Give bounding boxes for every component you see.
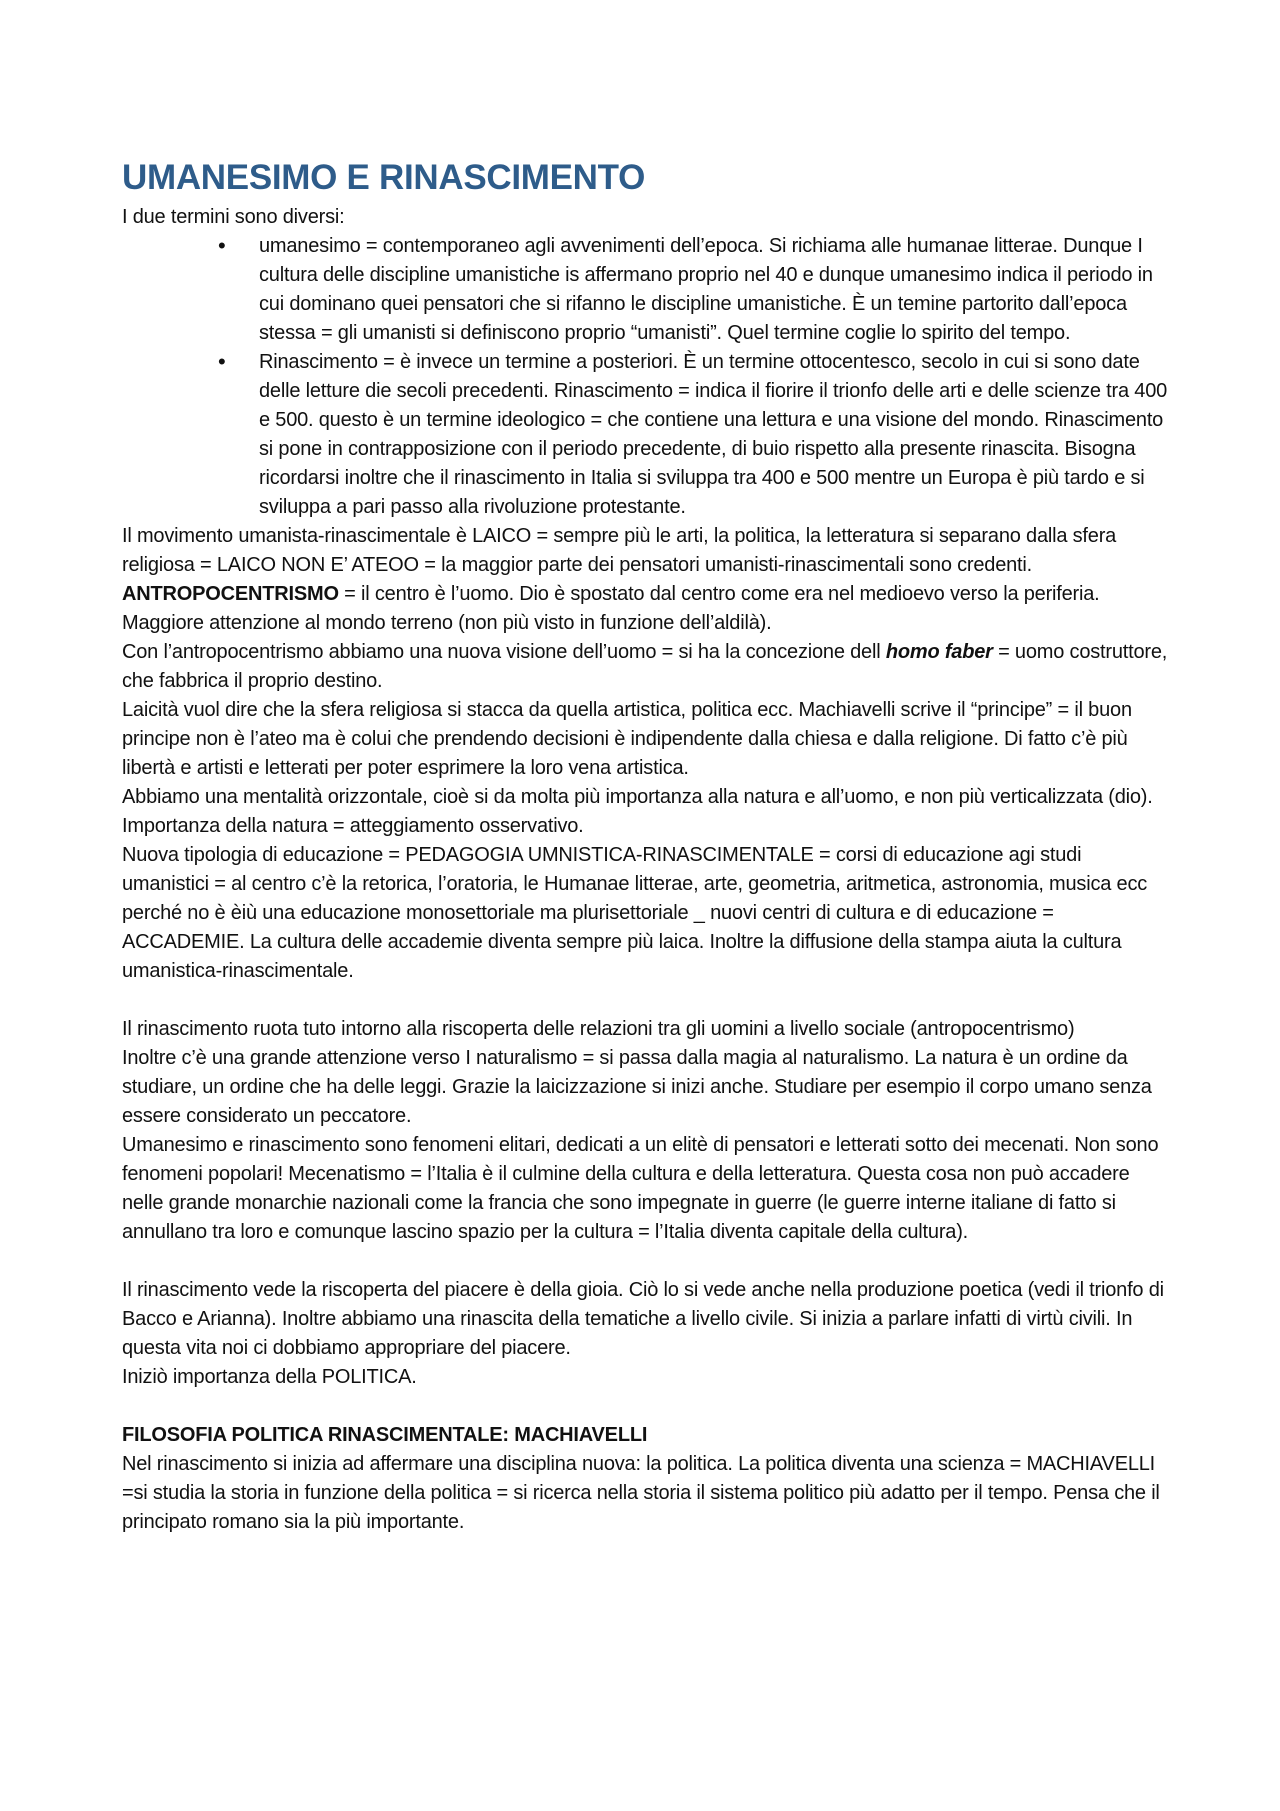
paragraph-ruota: Il rinascimento ruota tuto intorno alla riscoperta delle relazioni tra gli uomini a livello sociale (antropocentrismo) bbox=[122, 1018, 1075, 1040]
intro-paragraph: I due termini sono diversi: bbox=[122, 206, 345, 228]
document-title: UMANESIMO E RINASCIMENTO bbox=[122, 158, 646, 197]
paragraph-laicita: Laicità vuol dire che la sfera religiosa si stacca da quella artistica, politica ecc. Machiavelli scrive il “principe” = il buon principe non è l’ateo ma è colui che prendendo decisioni è indipendente dalla chiesa e dalla religione. Di fatto c’è più libertà e artisti e letterati per poter esprimere la loro vena artistica. bbox=[122, 699, 1132, 779]
antropocentrismo-text: = il centro è l’uomo. Dio è spostato dal centro come era nel medioevo verso la periferia. Maggiore attenzione al mondo terreno (non più visto in funzione dell’aldilà). bbox=[122, 583, 1100, 634]
section-heading-machiavelli bbox=[122, 1421, 1172, 1450]
paragraph-homo-faber bbox=[122, 638, 1172, 696]
paragraph-piacere: Il rinascimento vede la riscoperta del piacere è della gioia. Ciò lo si vede anche nella produzione poetica (vedi il trionfo di Bacco e Arianna). Inoltre abbiamo una rinascita della tematiche a livello civile. Si inizia a parlare infatti di virtù civili. In questa vita noi ci dobbiamo appropriare del piacere. bbox=[122, 1279, 1164, 1359]
homo-faber-before: Con l’antropocentrismo abbiamo una nuova visione dell’uomo = si ha la concezione dell bbox=[122, 641, 886, 663]
blank-line bbox=[122, 1392, 1172, 1421]
section-heading-text: FILOSOFIA POLITICA RINASCIMENTALE: MACHIAVELLI bbox=[122, 1424, 648, 1446]
paragraph-machiavelli: Nel rinascimento si inizia ad affermare una disciplina nuova: la politica. La politica diventa una scienza = MACHIAVELLI =si studia la storia in funzione della politica = si ricerca nella storia il sistema politico più adatto per il tempo. Pensa che il principato romano sia la più importante. bbox=[122, 1453, 1160, 1533]
term-homo-faber: homo faber bbox=[885, 641, 993, 663]
homo-faber-after: = uomo costruttore, che fabbrica il proprio destino. bbox=[122, 641, 1168, 692]
paragraph-politica: Iniziò importanza della POLITICA. bbox=[122, 1366, 417, 1388]
bullet-umanesimo: • umanesimo = contemporaneo agli avvenimenti dell’epoca. Si richiama alle humanae litterae. Dunque I cultura delle discipline umanistiche is affermano proprio nel 40 e dunque umanesimo indica il periodo in cui dominano quei pensatori che si rifanno le discipline umanistiche. È un temine partorito dall’epoca stessa = gli umanisti si definiscono proprio “umanisti”. Quel termine coglie lo spirito del tempo. bbox=[259, 232, 1172, 348]
blank-line bbox=[122, 986, 1172, 1015]
document-page bbox=[122, 155, 1172, 1537]
paragraph-antropocentrismo bbox=[122, 580, 1172, 638]
paragraph-laico: Il movimento umanista-rinascimentale è LAICO = sempre più le arti, la politica, la letteratura si separano dalla sfera religiosa = LAICO NON E’ ATEOO = la maggior parte dei pensatori umanisti-rinascimentali sono credenti. bbox=[122, 525, 1117, 576]
paragraph-mentalita: Abbiamo una mentalità orizzontale, cioè si da molta più importanza alla natura e all’uomo, e non più verticalizzata (dio). Importanza della natura = atteggiamento osservativo. bbox=[122, 786, 1153, 837]
blank-line bbox=[122, 1247, 1172, 1276]
paragraph-pedagogia: Nuova tipologia di educazione = PEDAGOGIA UMNISTICA-RINASCIMENTALE = corsi di educazione agi studi umanistici = al centro c’è la retorica, l’oratoria, le Humanae litterae, arte, geometria, aritmetica, astronomia, musica ecc perché no è èiù una educazione monosettoriale ma plurisettoriale _ nuovi centri di cultura e di educazione = ACCADEMIE. La cultura delle accademie diventa sempre più laica. Inoltre la diffusione della stampa aiuta la cultura umanistica-rinascimentale. bbox=[122, 844, 1148, 982]
terms-bullet-list bbox=[122, 232, 1172, 522]
paragraph-naturalismo: Inoltre c’è una grande attenzione verso I naturalismo = si passa dalla magia al naturalismo. La natura è un ordine da studiare, un ordine che ha delle leggi. Grazie la laicizzazione si inizi anche. Studiare per esempio il corpo umano senza essere considerato un peccatore. bbox=[122, 1047, 1152, 1127]
term-antropocentrismo: ANTROPOCENTRISMO bbox=[122, 583, 339, 605]
paragraph-elitari: Umanesimo e rinascimento sono fenomeni elitari, dedicati a un elitè di pensatori e letterati sotto dei mecenati. Non sono fenomeni popolari! Mecenatismo = l’Italia è il culmine della cultura e della letteratura. Questa cosa non può accadere nelle grande monarchie nazionali come la francia che sono impegnate in guerre (le guerre interne italiane di fatto si annullano tra loro e comunque lascino spazio per la cultura = l’Italia diventa capitale della cultura). bbox=[122, 1134, 1159, 1243]
bullet-rinascimento: • Rinascimento = è invece un termine a posteriori. È un termine ottocentesco, secolo in cui si sono date delle letture die secoli precedenti. Rinascimento = indica il fiorire il trionfo delle arti e delle scienze tra 400 e 500. questo è un termine ideologico = che contiene una lettura e una visione del mondo. Rinascimento si pone in contrapposizione con il periodo precedente, di buio rispetto alla presente rinascita. Bisogna ricordarsi inoltre che il rinascimento in Italia si sviluppa tra 400 e 500 mentre un Europa è più tardo e si sviluppa a pari passo alla rivoluzione protestante. bbox=[259, 348, 1172, 522]
